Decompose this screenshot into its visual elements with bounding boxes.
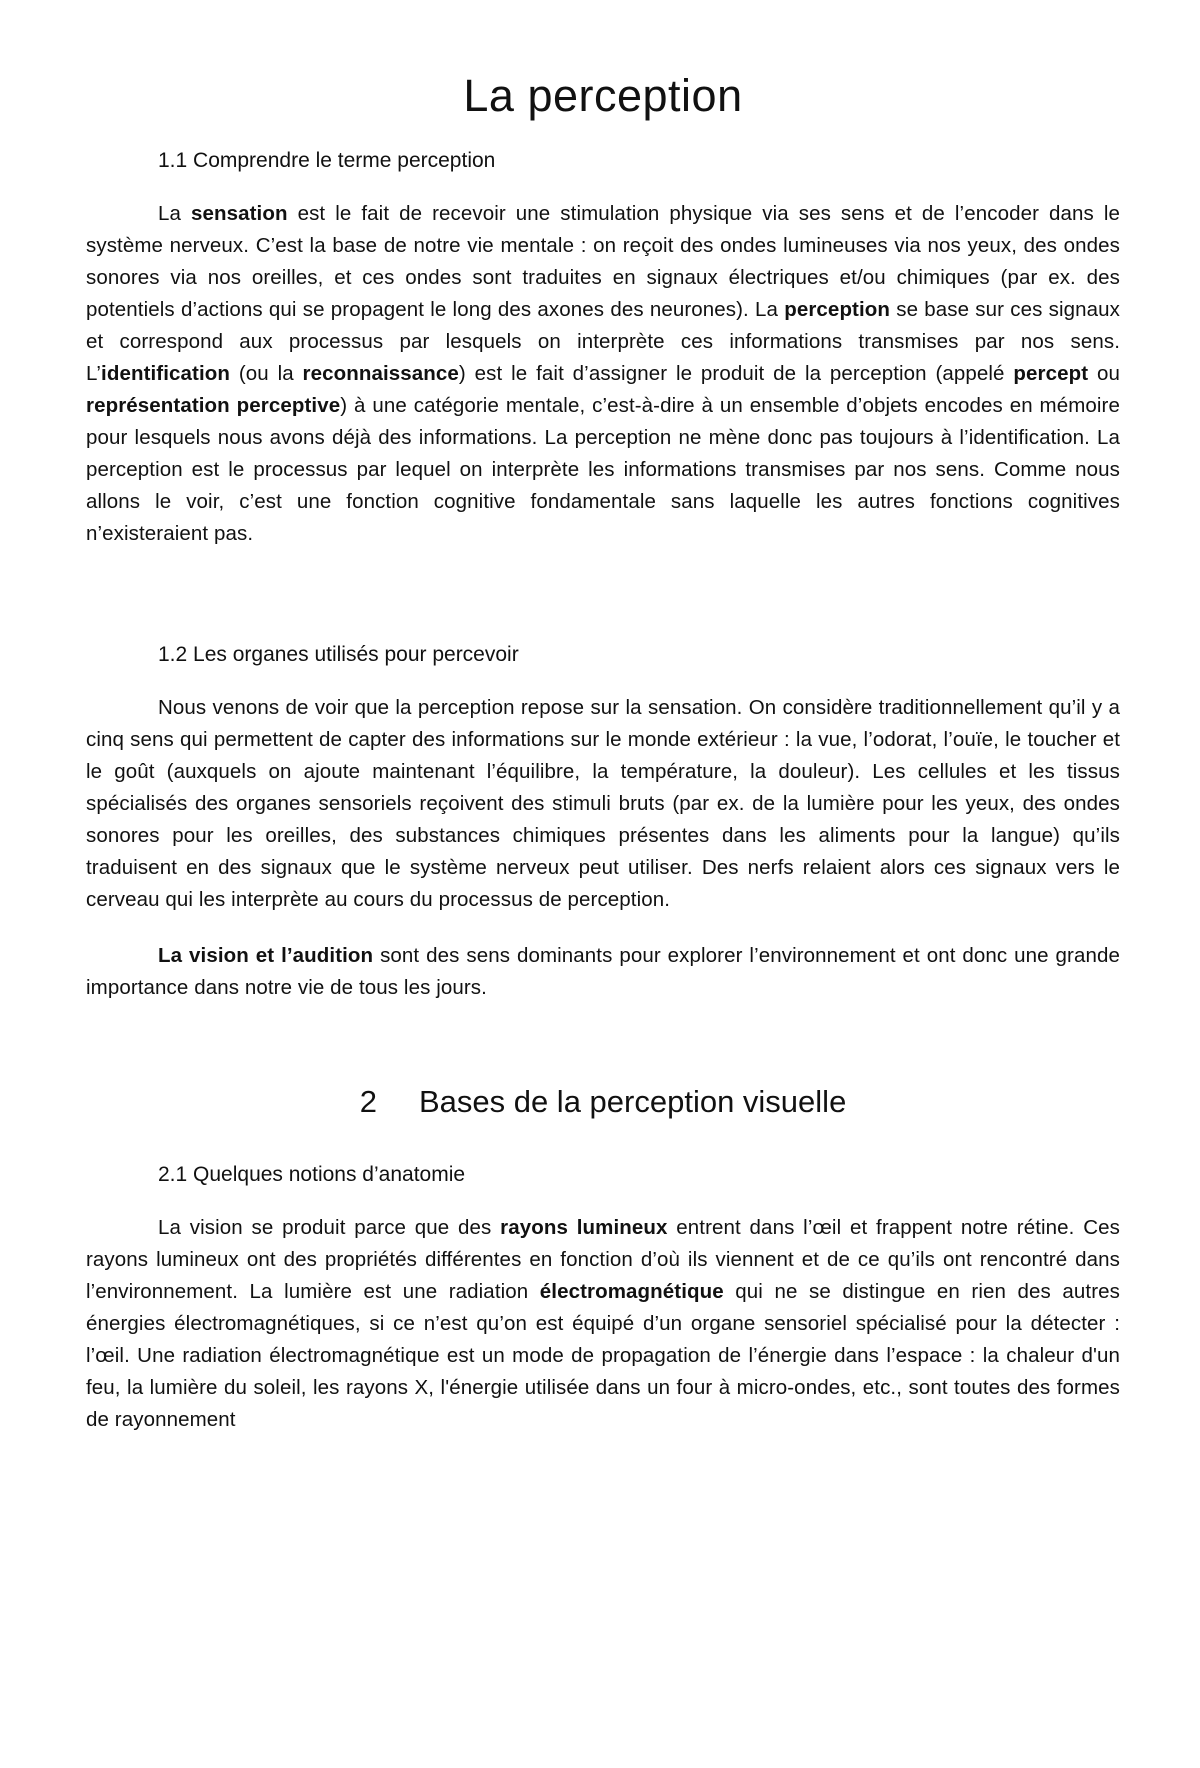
paragraph-five-senses: Nous venons de voir que la perception repose sur la sensation. On considère traditionnellement qu’il y a cinq sens qui permettent de capter des informations sur le monde extérieur : la vue, l’odorat, l’ouïe, le toucher et le goût (auxquels on ajoute maintenant l’équilibre, la température, la douleur). Les cellules et les tissus spécialisés des organes sensoriels reçoivent des stimuli bruts (par ex. de la lumière pour les yeux, des ondes sonores pour les oreilles, des substances chimiques présentes dans les aliments pour la langue) qu’ils traduisent en des signaux que le système nerveux peut utiliser. Des nerfs relaient alors ces signaux vers le cerveau qui les interprète au cours du processus de perception. [86, 696, 1120, 911]
bold-term: perception [784, 298, 891, 321]
chapter-number: 2 [359, 1084, 377, 1119]
paragraph-light-rays: La vision se produit parce que des rayons lumineux entrent dans l’œil et frappent notre rétine. Ces rayons lumineux ont des propriétés différentes en fonction d’où ils viennent et de ce qu’ils ont rencontré dans l’environnement. La lumière est une radiation électromagnétique qui ne se distingue en rien des autres énergies électromagnétiques, si ce n’est qu’on est équipé d’un organe sensoriel spécialisé pour la détecter : l’œil. Une radiation électromagnétique est un mode de propagation de l’énergie dans l’espace : la chaleur d'un feu, la lumière du soleil, les rayons X, l'énergie utilisée dans un four à micro-ondes, etc., sont toutes des formes de rayonnement [86, 1216, 1120, 1431]
section-heading-1-1: 1.1 Comprendre le terme perception [158, 149, 496, 172]
chapter-heading-2 [86, 1084, 1120, 1120]
paragraph-vision-audition: La vision et l’audition sont des sens dominants pour explorer l’environnement et ont donc une grande importance dans notre vie de tous les jours. [86, 944, 1120, 999]
section-heading-1-2: 1.2 Les organes utilisés pour percevoir [158, 643, 519, 666]
bold-term: identification [101, 362, 230, 385]
bold-term: percept [1013, 362, 1089, 385]
chapter-title: Bases de la perception visuelle [418, 1084, 847, 1119]
bold-term: rayons lumineux [500, 1216, 668, 1239]
document-title: La perception [463, 70, 743, 121]
paragraph-sensation-perception: La sensation est le fait de recevoir une stimulation physique via ses sens et de l’encoder dans le système nerveux. C’est la base de notre vie mentale : on reçoit des ondes lumineuses via nos yeux, des ondes sonores via nos oreilles, et ces ondes sont traduites en signaux électriques et/ou chimiques (par ex. des potentiels d’actions qui se propagent le long des axones des neurones). La perception se base sur ces signaux et correspond aux processus par lesquels on interprète ces informations transmises par nos sens. L’identification (ou la reconnaissance) est le fait d’assigner le produit de la perception (appelé percept ou représentation perceptive) à une catégorie mentale, c’est-à-dire à un ensemble d’objets encodes en mémoire pour lesquels nous avons déjà des informations. La perception ne mène donc pas toujours à l’identification. La perception est le processus par lequel on interprète les informations transmises par nos sens. Comme nous allons le voir, c’est une fonction cognitive fondamentale sans laquelle les autres fonctions cognitives n’existeraient pas. [86, 202, 1120, 545]
document-page [0, 70, 1200, 1768]
bold-term: électromagnétique [539, 1280, 724, 1303]
bold-term: représentation perceptive [86, 394, 341, 417]
bold-term: La vision et l’audition [158, 944, 374, 967]
section-heading-2-1: 2.1 Quelques notions d’anatomie [158, 1163, 466, 1186]
bold-term: reconnaissance [302, 362, 459, 385]
bold-term: sensation [191, 202, 288, 225]
